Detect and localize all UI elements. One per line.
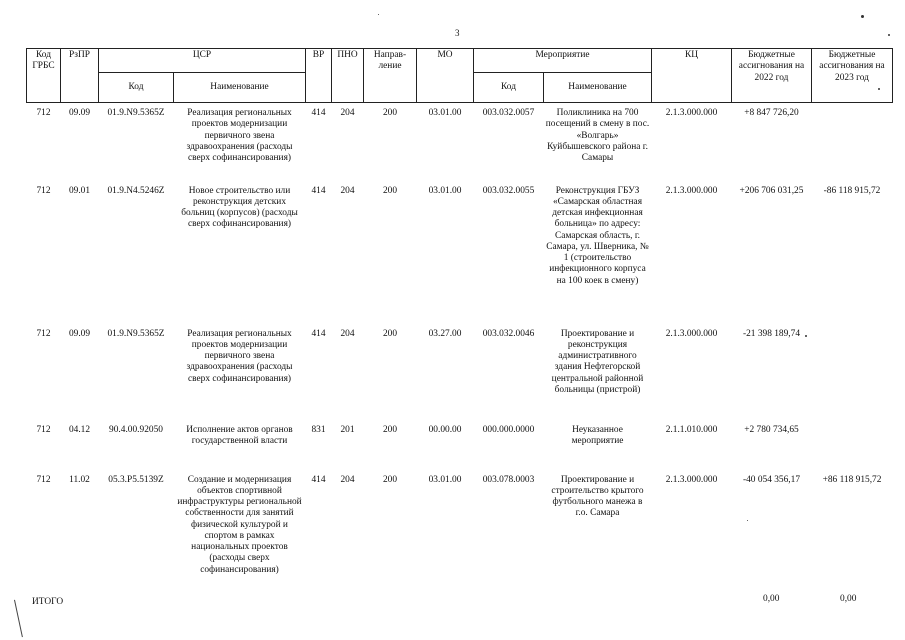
cell-event-name: Проектирование и строительство крытого футбольного манежа в г.о. Самара — [551, 474, 644, 519]
table-row — [27, 467, 893, 597]
total-alloc-2023: 0,00 — [840, 594, 857, 604]
cell-napr: 200 — [382, 328, 398, 339]
scan-speck — [861, 15, 864, 18]
header-alloc-2023: Бюджетные ассигнования на 2023 год — [812, 49, 893, 103]
cell-csr-code: 90.4.00.92050 — [109, 424, 163, 435]
cell-event-name: Поликлиника на 700 посещений в смену в пос. «Волгарь» Куйбышевского района г. Самары — [545, 108, 650, 164]
cell-alloc-2022: +206 706 031,25 — [739, 185, 804, 196]
budget-table — [26, 48, 893, 597]
header-vr: ВР — [306, 49, 332, 103]
cell-csr-code: 01.9.N4.5246Z — [107, 185, 165, 196]
cell-csr-name: Создание и модернизация объектов спортивной инфраструктуры региональной собственности для занятий физической культурой и спортом в рамках национальных проектов (расходы сверх софинансирования) — [177, 474, 302, 575]
cell-alloc-2022: +8 847 726,20 — [744, 108, 799, 118]
cell-pno: 204 — [340, 108, 355, 118]
cell-alloc-2022: -21 398 189,74 — [742, 328, 801, 339]
table-row — [27, 178, 893, 321]
cell-rzpr: 09.01 — [68, 185, 91, 196]
cell-kc: 2.1.1.010.000 — [665, 424, 718, 435]
header-pno: ПНО — [332, 49, 364, 103]
cell-kc: 2.1.3.000.000 — [665, 185, 718, 196]
cell-event-code: 003.032.0046 — [482, 328, 535, 339]
cell-vr: 414 — [311, 185, 326, 196]
cell-mo: 03.27.00 — [428, 328, 462, 339]
cell-grbs: 712 — [36, 328, 51, 339]
cell-napr: 200 — [382, 424, 398, 435]
cell-csr-name: Реализация региональных проектов модернизации первичного звена здравоохранения (расходы сверх софинансирования) — [186, 328, 293, 384]
header-event-code: Код — [474, 73, 544, 103]
cell-alloc-2022: -40 054 356,17 — [742, 474, 801, 485]
cell-grbs: 712 — [36, 424, 51, 435]
cell-alloc-2023 — [812, 321, 893, 417]
page-number: 3 — [455, 28, 460, 38]
header-rzpr: РзПР — [61, 49, 99, 103]
scan-artifact-line — [14, 600, 23, 637]
scan-speck — [378, 14, 379, 15]
header-event: Мероприятие — [474, 49, 652, 73]
header-event-name: Наименование — [544, 73, 652, 103]
cell-alloc-2023 — [812, 417, 893, 467]
header-kc: КЦ — [652, 49, 732, 103]
cell-mo: 00.00.00 — [428, 424, 462, 435]
cell-mo: 03.01.00 — [428, 185, 462, 196]
cell-event-code: 003.032.0055 — [482, 185, 535, 196]
header-csr-name: Наименование — [174, 73, 306, 103]
cell-alloc-2023 — [812, 103, 893, 178]
header-napr: Направ- ление — [364, 49, 417, 103]
cell-event-name: Проектирование и реконструкция административного здания Нефтегорской центральной районной больницы (пристрой) — [551, 328, 644, 395]
cell-alloc-2023: -86 118 915,72 — [823, 185, 881, 196]
cell-mo: 03.01.00 — [428, 108, 462, 118]
cell-csr-code: 05.3.P5.5139Z — [108, 474, 164, 485]
cell-rzpr: 09.09 — [68, 108, 91, 118]
cell-vr: 414 — [311, 474, 326, 485]
cell-mo: 03.01.00 — [428, 474, 462, 485]
header-csr-code: Код — [99, 73, 174, 103]
cell-csr-name: Реализация региональных проектов модернизации первичного звена здравоохранения (расходы сверх софинансирования) — [186, 108, 293, 164]
cell-napr: 200 — [382, 108, 398, 118]
cell-napr: 200 — [382, 185, 398, 196]
table-row — [27, 417, 893, 467]
cell-csr-name: Новое строительство или реконструкция детских больниц (корпусов) (расходы сверх софинансирования) — [181, 185, 298, 230]
table-header — [27, 49, 893, 103]
cell-rzpr: 04.12 — [68, 424, 91, 435]
cell-alloc-2022: +2 780 734,65 — [744, 424, 799, 435]
header-csr: ЦСР — [99, 49, 306, 73]
header-alloc-2022: Бюджетные ассигнования на 2022 год — [732, 49, 812, 103]
cell-grbs: 712 — [36, 474, 51, 485]
header-grbs: Код ГРБС — [27, 49, 61, 103]
cell-kc: 2.1.3.000.000 — [665, 474, 718, 485]
cell-rzpr: 11.02 — [69, 474, 90, 485]
cell-event-name: Неуказанное мероприятие — [571, 424, 624, 446]
table-row — [27, 321, 893, 417]
cell-csr-name: Исполнение актов органов государственной власти — [186, 424, 293, 446]
cell-grbs: 712 — [36, 108, 51, 118]
total-alloc-2022: 0,00 — [763, 594, 780, 604]
cell-pno: 201 — [340, 424, 355, 435]
cell-pno: 204 — [340, 328, 355, 339]
cell-kc: 2.1.3.000.000 — [665, 328, 718, 339]
cell-rzpr: 09.09 — [68, 328, 91, 339]
cell-napr: 200 — [382, 474, 398, 485]
scan-speck — [888, 34, 890, 36]
header-mo: МО — [417, 49, 474, 103]
total-label: ИТОГО — [32, 597, 64, 607]
cell-csr-code: 01.9.N9.5365Z — [107, 108, 165, 118]
cell-vr: 414 — [311, 328, 326, 339]
cell-csr-code: 01.9.N9.5365Z — [107, 328, 165, 339]
cell-pno: 204 — [340, 474, 355, 485]
cell-vr: 414 — [311, 108, 326, 118]
cell-event-code: 000.000.0000 — [482, 424, 535, 435]
cell-event-code: 003.078.0003 — [482, 474, 535, 485]
cell-grbs: 712 — [36, 185, 51, 196]
cell-event-name: Реконструкция ГБУЗ «Самарская областная детская инфекционная больница» по адресу: Самарская область, г. Самара, ул. Шверника, № 1 (строительство инфекционного корпуса на 100 коек в смену) — [546, 185, 649, 286]
cell-alloc-2023: +86 118 915,72 — [822, 474, 882, 485]
table-row — [27, 103, 893, 178]
cell-pno: 204 — [340, 185, 355, 196]
cell-vr: 831 — [311, 424, 326, 435]
cell-kc: 2.1.3.000.000 — [665, 108, 718, 118]
cell-event-code: 003.032.0057 — [482, 108, 535, 118]
